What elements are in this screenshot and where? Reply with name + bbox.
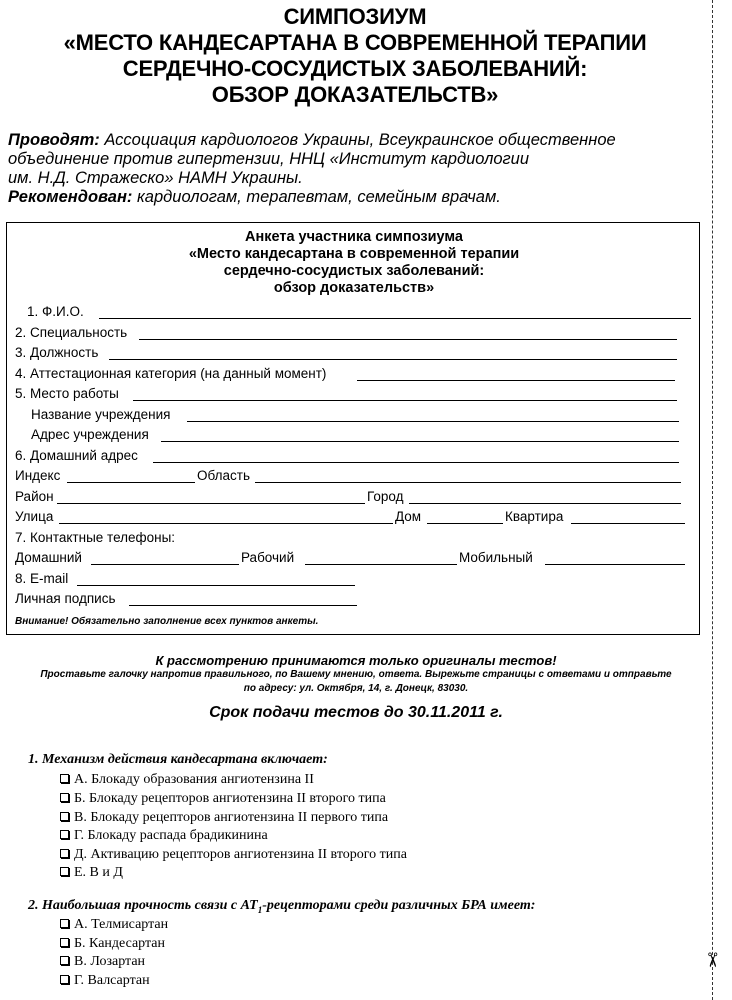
apartment-label: Квартира [505,509,564,524]
answer-option[interactable]: Д. Активацию рецепторов ангиотензина II второго типа [60,845,407,864]
district-label: Район [15,489,54,504]
position-field[interactable] [109,359,677,360]
phone-mobile-field[interactable] [545,564,685,565]
answer-option[interactable]: Е. В и Д [60,863,123,882]
answer-option[interactable]: Г. Валсартан [60,971,150,990]
email-field[interactable] [77,585,355,586]
answer-option[interactable]: А. Блокаду образования ангиотензина II [60,770,314,789]
institution-address-label: Адрес учреждения [31,427,149,442]
institution-name-field[interactable] [187,421,679,422]
region-label: Область [197,468,250,483]
street-label: Улица [15,509,54,524]
district-field[interactable] [57,503,365,504]
originals-notice: К рассмотрению принимаются только оригиналы тестов! [155,653,557,668]
form-heading: сердечно-сосудистых заболеваний: [223,263,485,279]
checkbox-icon[interactable] [60,938,69,947]
cut-line [712,0,713,1000]
city-label: Город [367,489,404,504]
phone-mobile-label: Мобильный [459,550,533,565]
house-label: Дом [395,509,422,524]
category-label: 4. Аттестационная категория (на данный момент) [15,366,327,381]
position-label: 3. Должность [15,345,99,360]
city-field[interactable] [409,503,681,504]
answer-option[interactable]: Г. Блокаду распада брадикинина [60,826,268,845]
specialty-field[interactable] [139,339,677,340]
recommended-text: кардиологам, терапевтам, семейным врачам. [132,188,501,206]
home-address-field[interactable] [153,462,679,463]
workplace-field[interactable] [133,400,677,401]
phone-home-field[interactable] [91,564,239,565]
checkbox-icon[interactable] [60,774,69,783]
answer-option[interactable]: Б. Блокаду рецепторов ангиотензина II второго типа [60,789,386,808]
fio-label: 1. Ф.И.О. [27,304,84,319]
checkbox-icon[interactable] [60,956,69,965]
deadline-text: Срок подачи тестов до 30.11.2011 г. [209,704,503,721]
checkbox-icon[interactable] [60,919,69,928]
specialty-label: 2. Специальность [15,325,128,340]
instructions-text: Проставьте галочку напротив правильного, по Вашему мнению, ответа. Вырежьте страницы с ответами и отправьте [40,669,672,680]
phone-work-field[interactable] [305,564,457,565]
phone-work-label: Рабочий [241,550,295,565]
checkbox-icon[interactable] [60,849,69,858]
phones-label: 7. Контактные телефоны: [15,530,176,545]
workplace-label: 5. Место работы [15,386,119,401]
recommended-label: Рекомендован: [8,188,133,206]
institution-address-field[interactable] [161,441,679,442]
form-heading: «Место кандесартана в современной терапии [188,246,520,262]
signature-label: Личная подпись [15,591,116,606]
email-label: 8. E-mail [15,571,69,586]
scissors-icon: ✂ [700,951,723,969]
address-text: по адресу: ул. Октября, 14, г. Донецк, 83030. [243,683,469,694]
answer-option[interactable]: А. Телмисартан [60,915,168,934]
form-note: Внимание! Обязательно заполнение всех пунктов анкеты. [15,616,319,627]
held-by-text: Ассоциация кардиологов Украины, Всеукраинское общественное [99,131,616,149]
checkbox-icon[interactable] [60,975,69,984]
checkbox-icon[interactable] [60,867,69,876]
index-label: Индекс [15,468,61,483]
symposium-title [10,4,700,108]
title-line: СЕРДЕЧНО-СОСУДИСТЫХ ЗАБОЛЕВАНИЙ: [122,56,588,81]
question-1-title: 1. Механизм действия кандесартана включает: [28,752,328,767]
institution-name-label: Название учреждения [31,407,171,422]
checkbox-icon[interactable] [60,793,69,802]
answer-option[interactable]: Б. Кандесартан [60,934,165,953]
title-line: ОБЗОР ДОКАЗАТЕЛЬСТВ» [211,82,499,107]
apartment-field[interactable] [571,523,685,524]
held-by-text: им. Н.Д. Стражеско» НАМН Украины. [8,169,303,187]
held-by-label: Проводят: [8,131,100,149]
checkbox-icon[interactable] [60,812,69,821]
organizers-block [8,131,708,207]
form-heading: обзор доказательств» [273,280,435,296]
signature-field[interactable] [129,605,357,606]
house-field[interactable] [427,523,503,524]
category-field[interactable] [357,380,675,381]
fio-field[interactable] [99,318,691,319]
answer-option[interactable]: В. Лозартан [60,952,145,971]
participant-form [6,222,700,635]
title-line: СИМПОЗИУМ [283,4,427,29]
title-line: «МЕСТО КАНДЕСАРТАНА В СОВРЕМЕННОЙ ТЕРАПИИ [63,30,647,55]
form-heading: Анкета участника симпозиума [244,229,463,245]
region-field[interactable] [255,482,681,483]
home-address-label: 6. Домашний адрес [15,448,138,463]
held-by-text: объединение против гипертензии, ННЦ «Институт кардиологии [8,150,530,168]
question-2-title: 2. Наибольшая прочность связи с $AT_1$-рецепторами среди различных БРА имеет: [28,898,536,915]
checkbox-icon[interactable] [60,830,69,839]
phone-home-label: Домашний [15,550,82,565]
answer-option[interactable]: В. Блокаду рецепторов ангиотензина II первого типа [60,808,388,827]
street-field[interactable] [59,523,393,524]
index-field[interactable] [67,482,195,483]
